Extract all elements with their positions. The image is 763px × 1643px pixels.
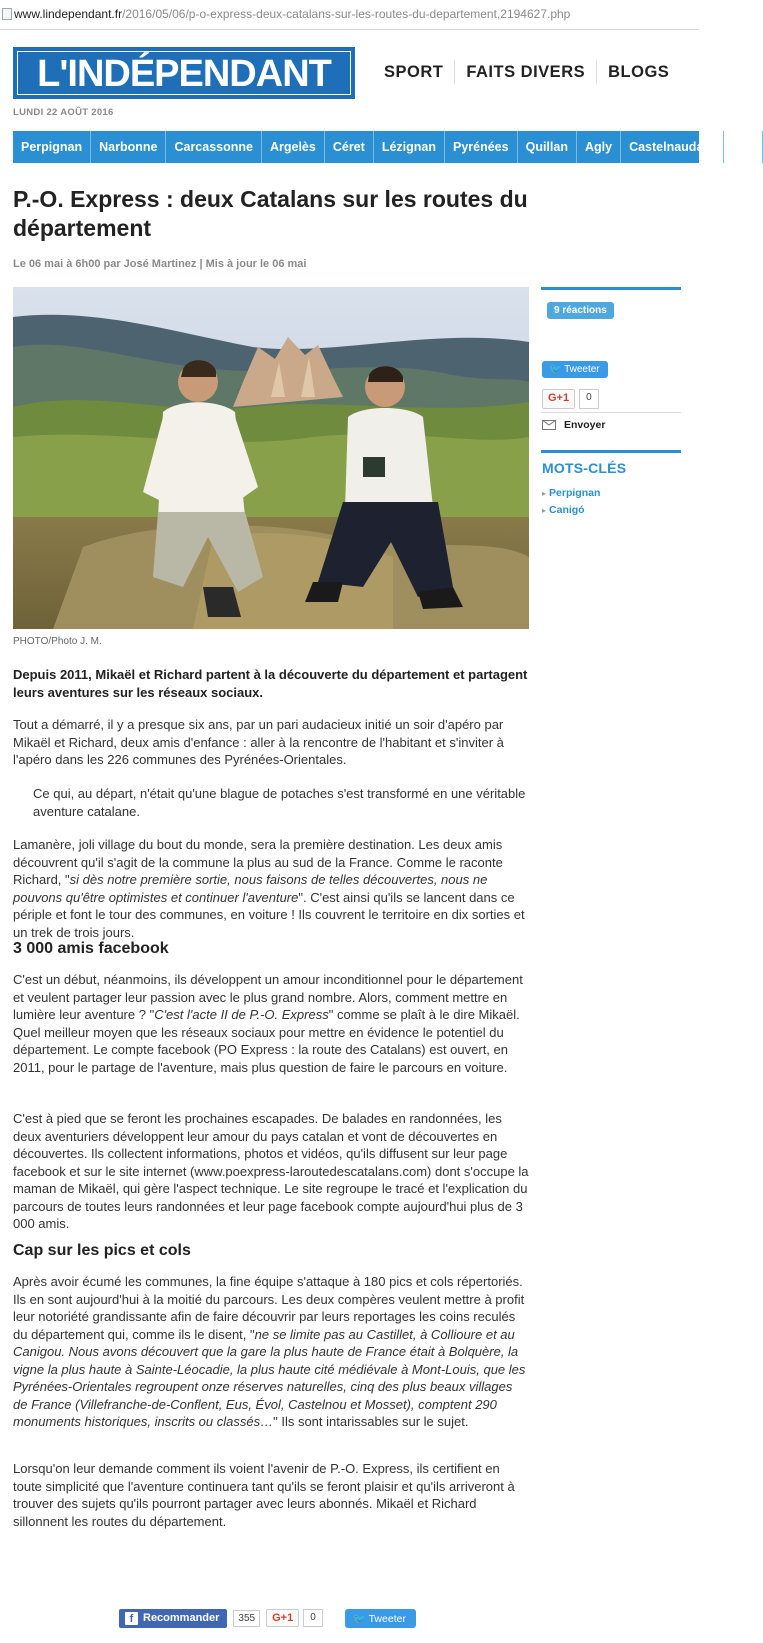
tag-canigo[interactable]: ▸ Canigó — [542, 504, 585, 516]
top-nav — [372, 60, 680, 84]
article-sidebar — [541, 287, 681, 516]
logo-text: L'INDÉPENDANT — [17, 51, 351, 95]
gplus-widget — [542, 389, 599, 409]
facebook-count: 355 — [233, 1610, 260, 1627]
nav-faits-divers[interactable]: FAITS DIVERS — [454, 60, 596, 84]
nav-blogs[interactable]: BLOGS — [596, 60, 680, 84]
paragraph-4: C'est à pied que se feront les prochaines escapades. De balades en randonnées, les deux aventuriers développent leur amour du pays catalan et vont de découvertes en découvertes. Ils collectent informations, photos et vidéos, qu'ils diffusent sur leur page facebook et sur le site internet (www.poexpress-laroutedescatalans.com) dont s'occupe la maman de Mikaël, qui gère l'aspect technique. Le site regroupe le tracé et l'explication du parcours de toutes leurs randonnées et leur page facebook compte aujourd'hui plus de 3 000 amis. — [13, 1111, 529, 1231]
paragraph-5: Après avoir écumé les communes, la fine équipe s'attaque à 180 pics et cols répertoriés. Ils en sont aujourd'hui à la moitié du parcours. Les deux compères veulent mettre à profit leur notoriété grandissante afin de faire découvrir par leurs reportages les coins reculés du département qui, comme ils le disent, "ne se limite pas au Castillet, à Collioure et au Canigou. Nous avons découvert que la gare la plus haute de France était à Bolquère, la vigne la plus haute à Sainte-Léocadie, la plus haute cité médiévale à Mont-Louis, que les Pyrénées-Orientales regroupent onze réserves naturelles, cinq des plus beaux villages de France (Villefranche-de-Conflent, Eus, Évol, Castelnou et Mosset), comptent 290 monuments historiques, inscrits ou classés…" Ils sont intarissables sur le sujet. — [13, 1274, 526, 1429]
envelope-icon — [542, 420, 556, 430]
nav-sport[interactable]: SPORT — [384, 63, 444, 81]
paragraph-block — [13, 971, 529, 1076]
gplus-button[interactable]: G+1 — [542, 389, 575, 409]
article-lead-block — [13, 666, 529, 701]
url-text[interactable]: www.lindependant.fr/2016/05/06/p-o-express-deux-catalans-sur-les-routes-du-departement,2194627.php — [14, 7, 571, 21]
sidebar-top-rule — [541, 287, 681, 290]
city-perpignan[interactable]: Perpignan — [13, 131, 91, 163]
tag-list — [542, 485, 600, 519]
current-date: LUNDI 22 AOÛT 2016 — [13, 107, 114, 118]
city-narbonne[interactable]: Narbonne — [91, 131, 166, 163]
gplus-count: 0 — [579, 389, 599, 409]
gplus-share-button[interactable]: G+1 — [266, 1609, 299, 1627]
quote-block — [13, 785, 529, 820]
facebook-recommend-button[interactable]: f Recommander — [119, 1609, 227, 1628]
article-title: P.-O. Express : deux Catalans sur les routes du département — [13, 186, 528, 241]
twitter-bird-icon: 🐦 — [352, 1612, 369, 1625]
paragraph-block — [13, 716, 529, 769]
article-byline: Le 06 mai à 6h00 par José Martinez | Mis à jour le 06 mai — [13, 258, 307, 270]
envoyer-label: Envoyer — [564, 419, 606, 431]
paragraph-block — [13, 1110, 529, 1233]
city-lezignan[interactable]: Lézignan — [374, 131, 445, 163]
send-by-email[interactable] — [542, 419, 605, 431]
tag-perpignan[interactable]: ▸ Perpignan — [542, 487, 601, 499]
subheading-pics-cols: Cap sur les pics et cols — [13, 1242, 191, 1259]
gplus-share-widget — [266, 1609, 323, 1627]
city-ceret[interactable]: Céret — [325, 131, 374, 163]
city-nav — [13, 131, 755, 163]
paragraph-3: C'est un début, néanmoins, ils développent un amour inconditionnel pour le département et veulent partager leur passion avec le plus grand nombre. Alors, comment mettre en lumière leur aventure ? "C'est l'acte II de P.-O. Express" comme se plaît à le dire Mikaël. Quel meilleur moyen que les réseaux sociaux pour mettre en évidence le potentiel du département. Le compte facebook (PO Express : la route des Catalans) est ouvert, en 2011, pour le partage de l'aventure, mais plus question de faire le parcours en voiture. — [13, 972, 523, 1075]
city-pyrenees[interactable]: Pyrénées — [445, 131, 518, 163]
pull-quote: Ce qui, au départ, n'était qu'une blague de potaches s'est transformé en une véritable aventure catalane. — [33, 786, 526, 819]
mots-cles-heading: MOTS-CLÉS — [542, 460, 627, 476]
site-logo[interactable] — [13, 47, 355, 99]
city-limoux[interactable]: Lim — [724, 131, 763, 163]
address-bar[interactable] — [0, 0, 699, 30]
city-argeles[interactable]: Argelès — [262, 131, 325, 163]
city-carcassonne[interactable]: Carcassonne — [166, 131, 262, 163]
reactions-badge[interactable]: 9 réactions — [547, 302, 614, 319]
article-lead: Depuis 2011, Mikaël et Richard partent à la découverte du département et partagent leurs aventures sur les réseaux sociaux. — [13, 667, 528, 700]
paragraph-6: Lorsqu'on leur demande comment ils voient l'avenir de P.-O. Express, ils certifient en toute simplicité que l'aventure continuera tant qu'ils se feront plaisir et qu'ils arriveront à trouver des sujets qu'ils pourront partager avec leurs abonnés. Mikaël et Richard sillonnent les routes du département. — [13, 1461, 515, 1529]
paragraph-block — [13, 1273, 529, 1431]
bullet-icon: ▸ — [542, 489, 547, 498]
mots-cles-rule — [541, 450, 681, 453]
photo-caption: PHOTO/Photo J. M. — [13, 636, 102, 647]
share-bar — [119, 1608, 416, 1628]
city-castelnaudary[interactable]: Castelnaudary — [621, 131, 724, 163]
paragraph-2: Lamanère, joli village du bout du monde, sera la première destination. Les deux amis découvrent qu'il s'agit de la commune la plus au sud de la France. Comme le raconte Richard, "si dès notre première sortie, nous faisons de telles découvertes, nous ne pouvons qu'être optimistes et continuer l'aventure". C'est ainsi qu'ils se lancent dans ce périple et font le tour des communes, en voiture ! Ils couvrent le territoire en dix sorties et un trek de trois jours. — [13, 837, 525, 940]
gplus-share-count: 0 — [303, 1609, 323, 1627]
photo-illustration — [13, 287, 529, 629]
facebook-icon: f — [125, 1612, 138, 1625]
tweet-button[interactable]: 🐦 Tweeter — [542, 361, 608, 378]
sidebar-divider — [541, 412, 681, 413]
paragraph-1: Tout a démarré, il y a presque six ans, par un pari audacieux initié un soir d'apéro par Mikaël et Richard, deux amis d'enfance : aller à la rencontre de l'habitant et s'inviter à l'apéro dans les 226 communes des Pyrénées-Orientales. — [13, 717, 504, 767]
page-icon — [2, 8, 12, 20]
paragraph-block — [13, 836, 529, 941]
paragraph-block — [13, 1460, 529, 1530]
subheading-facebook: 3 000 amis facebook — [13, 940, 169, 957]
city-agly[interactable]: Agly — [577, 131, 621, 163]
city-quillan[interactable]: Quillan — [518, 131, 577, 163]
tweet-share-button[interactable]: 🐦 Tweeter — [345, 1609, 416, 1628]
bullet-icon: ▸ — [542, 506, 547, 515]
twitter-bird-icon: 🐦 — [549, 364, 565, 375]
article-photo[interactable] — [13, 287, 529, 629]
